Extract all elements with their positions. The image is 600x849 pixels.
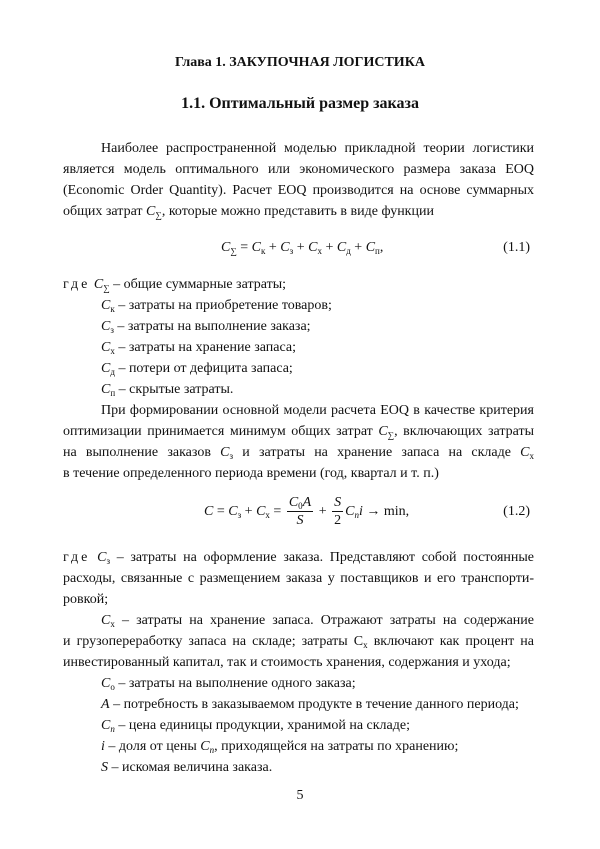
definition-cz-line-1: где $C_з$ – затраты на оформление заказа. Представляют собой постоянные [63, 550, 535, 566]
definition-cn: $C_n$ – цена единицы продукции, хранимой на складе; [101, 718, 410, 734]
intro-line-2: является модель оптимального или экономического размера заказа EOQ [63, 162, 534, 177]
fraction-c0-a-over-s: $\frac{C_0A}{S}$ [288, 495, 312, 529]
definition-cx: $C_х$ – затраты на хранение запаса; [101, 340, 296, 356]
intro-line-3: (Economic Order Quantity). Расчет EOQ производится на основе суммарных [63, 183, 534, 198]
para2-line-2: оптимизации принимается минимум общих затрат $C_\sum$, включающих затраты [63, 424, 535, 440]
intro-line-1: Наиболее распространенной моделью прикладной теории логистики [101, 141, 534, 156]
page-number: 5 [296, 788, 304, 803]
definition-cd: $C_д$ – потери от дефицита запаса; [101, 361, 293, 377]
definition-cx2-line-1: $C_х$ – затраты на хранение запаса. Отражают затраты на содержание [101, 613, 534, 629]
definition-cx2-line-2: и грузопереработку запаса на складе; затраты $C_х$ включают как процент на [63, 634, 534, 650]
definition-ck: $C_к$ – затраты на приобретение товаров; [101, 298, 332, 314]
chapter-title: Глава 1. ЗАКУПОЧНАЯ ЛОГИСТИКА [175, 55, 425, 70]
definition-cx2-line-3: инвестированный капитал, так и стоимость хранения, содержания и ухода; [63, 655, 511, 670]
definition-cz-line-3: ровкой; [63, 592, 109, 607]
para2-line-4: в течение определенного периода времени (год, квартал и т. п.) [63, 466, 439, 481]
definition-c0: $C_о$ – затраты на выполнение одного заказа; [101, 676, 356, 692]
equation-number-1-2: (1.2) [503, 504, 530, 519]
equation-1-1: $C_\sum = C_к + C_з + C_х + C_д + C_п$, [221, 240, 384, 256]
para2-line-3: на выполнение заказов $C_з$ и затраты на хранение запаса на складе $C_х$ [63, 445, 534, 461]
equation-number-1-1: (1.1) [503, 240, 530, 255]
para2-line-1: При формировании основной модели расчета EOQ в качестве критерия [101, 403, 534, 418]
where-label: где [63, 277, 91, 292]
definition-cp: $C_п$ – скрытые затраты. [101, 382, 234, 398]
definition-a: A – потребность в заказываемом продукте в течение данного периода; [101, 697, 519, 712]
equation-1-2: $C = C_з + C_х$ = $\frac{C_0A}{S}$ + $\frac{S}{2}$ $C_ni \to \min$, [204, 495, 410, 529]
section-title: 1.1. Оптимальный размер заказа [181, 95, 419, 112]
fraction-s-over-2: $\frac{S}{2}$ [334, 495, 342, 529]
definition-i: i – доля от цены $C_n$, приходящейся на затраты по хранению; [101, 739, 459, 755]
definition-cz: $C_з$ – затраты на выполнение заказа; [101, 319, 311, 335]
definition-cz-line-2: расходы, связанные с размещением заказа у поставщиков и его транспорти- [63, 571, 534, 586]
definition-s: S – искомая величина заказа. [101, 760, 273, 775]
intro-line-4: общих затрат $C_\sum$, которые можно представить в виде функции [63, 204, 434, 220]
definition-csum: где $C_\sum$ – общие суммарные затраты; [63, 277, 286, 293]
